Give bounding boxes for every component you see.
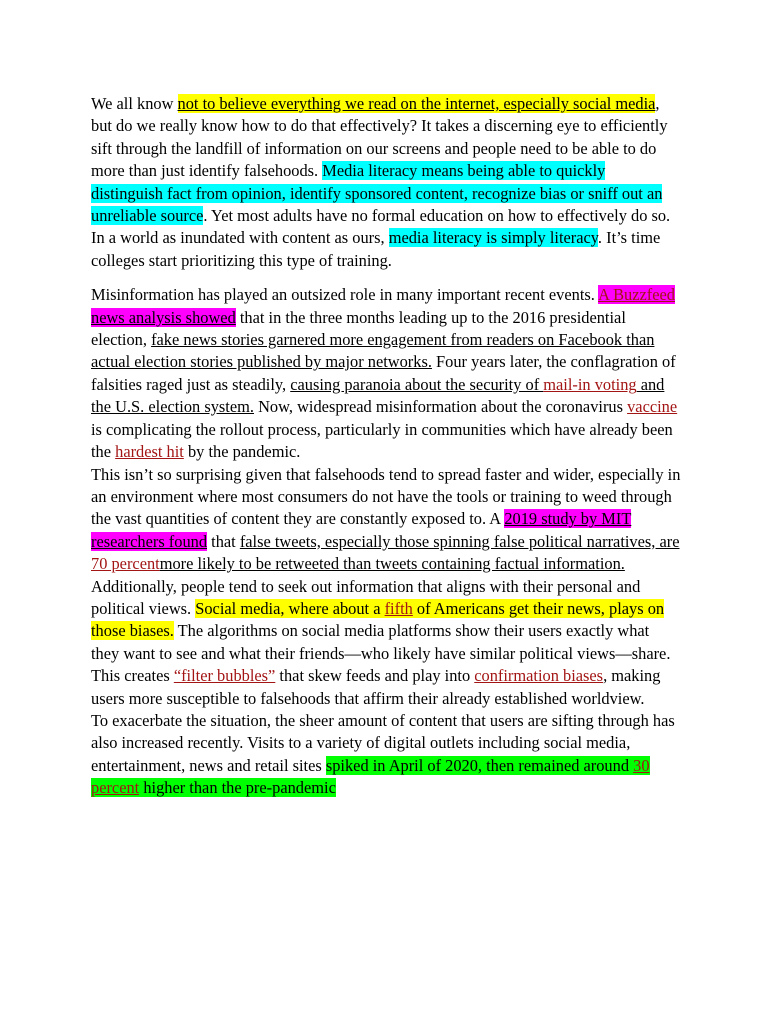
text: The algorithms on social media platforms show their users exactly what they want to see and what their friends—who likely have similar political views—share. This creates xyxy=(91,621,671,686)
text: , making users more susceptible to falsehoods that affirm their already established worldview. xyxy=(91,666,661,708)
text: Now, widespread misinformation about the coronavirus xyxy=(253,397,628,417)
highlight-cyan: media literacy is simply literacy xyxy=(388,228,598,248)
link-70-percent[interactable]: 70 percent xyxy=(91,554,160,574)
text: We all know xyxy=(91,94,178,113)
text: by the pandemic. xyxy=(183,442,301,462)
text: is complicating the rollout process, particularly in communities which have already been the xyxy=(91,419,673,462)
paragraph-4 xyxy=(91,576,681,710)
text: This isn’t so surprising given that falsehoods tend to spread faster and wider, especially in an environment where most consumers do not have the tools or training to weed through the vast quantities of content they are constantly exposed to. A xyxy=(91,464,681,529)
text: To exacerbate the situation, the sheer amount of content that users are sifting through has also increased recently. Visits to a variety of digital outlets including social media, entertainment, news and retail sites xyxy=(91,710,675,775)
text: , but do we really know how to do that effectively? It takes a discerning eye to efficiently sift through the landfill of information on our screens and people need to be able to do more than just identify falsehoods. xyxy=(91,94,668,181)
link-mail-in-voting[interactable]: mail-in voting xyxy=(543,374,637,394)
underlined-text: more likely to be retweeted than tweets containing factual information. xyxy=(159,554,625,574)
paragraph-5 xyxy=(91,710,681,800)
paragraph-2 xyxy=(91,284,681,463)
link-fifth[interactable]: fifth xyxy=(384,598,413,618)
text: . Yet most adults have no formal education on how to effectively do so. In a world as inundated with content as ours, xyxy=(91,206,671,248)
text: Four years later, the conflagration of falsities raged just as steadily, xyxy=(91,352,676,394)
paragraph-1 xyxy=(91,93,681,272)
highlight-green: higher than the pre-pandemic xyxy=(139,778,336,798)
text: that xyxy=(207,531,240,551)
link-vaccine[interactable]: vaccine xyxy=(627,397,678,417)
underlined-text: and the U.S. election system. xyxy=(91,374,665,417)
highlight-green: spiked in April of 2020, then remained around xyxy=(325,755,634,775)
document-page xyxy=(91,93,681,800)
text: . It’s time colleges start prioritizing this type of training. xyxy=(91,228,661,270)
text: Misinformation has played an outsized role in many important recent events. xyxy=(91,285,599,305)
link-filter-bubbles[interactable]: “filter bubbles” xyxy=(173,666,276,686)
text: that in the three months leading up to the 2016 presidential election, xyxy=(91,307,626,350)
highlight-yellow: Social media, where about a xyxy=(195,598,385,618)
underlined-text: causing paranoia about the security of xyxy=(290,374,544,394)
text: Additionally, people tend to seek out information that aligns with their personal and political views. xyxy=(91,576,641,618)
highlight-yellow: not to believe everything we read on the internet, especially social media xyxy=(177,94,656,113)
highlight-yellow: of Americans get their news, plays on those biases. xyxy=(91,598,665,641)
highlight-cyan: Media literacy means being able to quickly distinguish fact from opinion, identify sponsored content, recognize bias or sniff out an unreliable source xyxy=(91,161,663,226)
link-buzzfeed[interactable]: A Buzzfeed xyxy=(598,285,675,305)
underlined-text: fake news stories garnered more engagement from readers on Facebook than actual election stories published by major networks. xyxy=(91,330,655,372)
link-hardest-hit[interactable]: hardest hit xyxy=(115,442,184,462)
paragraph-3 xyxy=(91,464,681,576)
highlight-magenta: 2019 study by MIT researchers found xyxy=(91,509,632,551)
underlined-text: false tweets, especially those spinning false political narratives, are xyxy=(239,531,680,551)
highlight-magenta: news analysis showed xyxy=(91,307,236,327)
link-30-percent[interactable]: 30 percent xyxy=(91,755,650,798)
text: that skew feeds and play into xyxy=(275,666,475,686)
link-confirmation-biases[interactable]: confirmation biases xyxy=(474,666,604,686)
